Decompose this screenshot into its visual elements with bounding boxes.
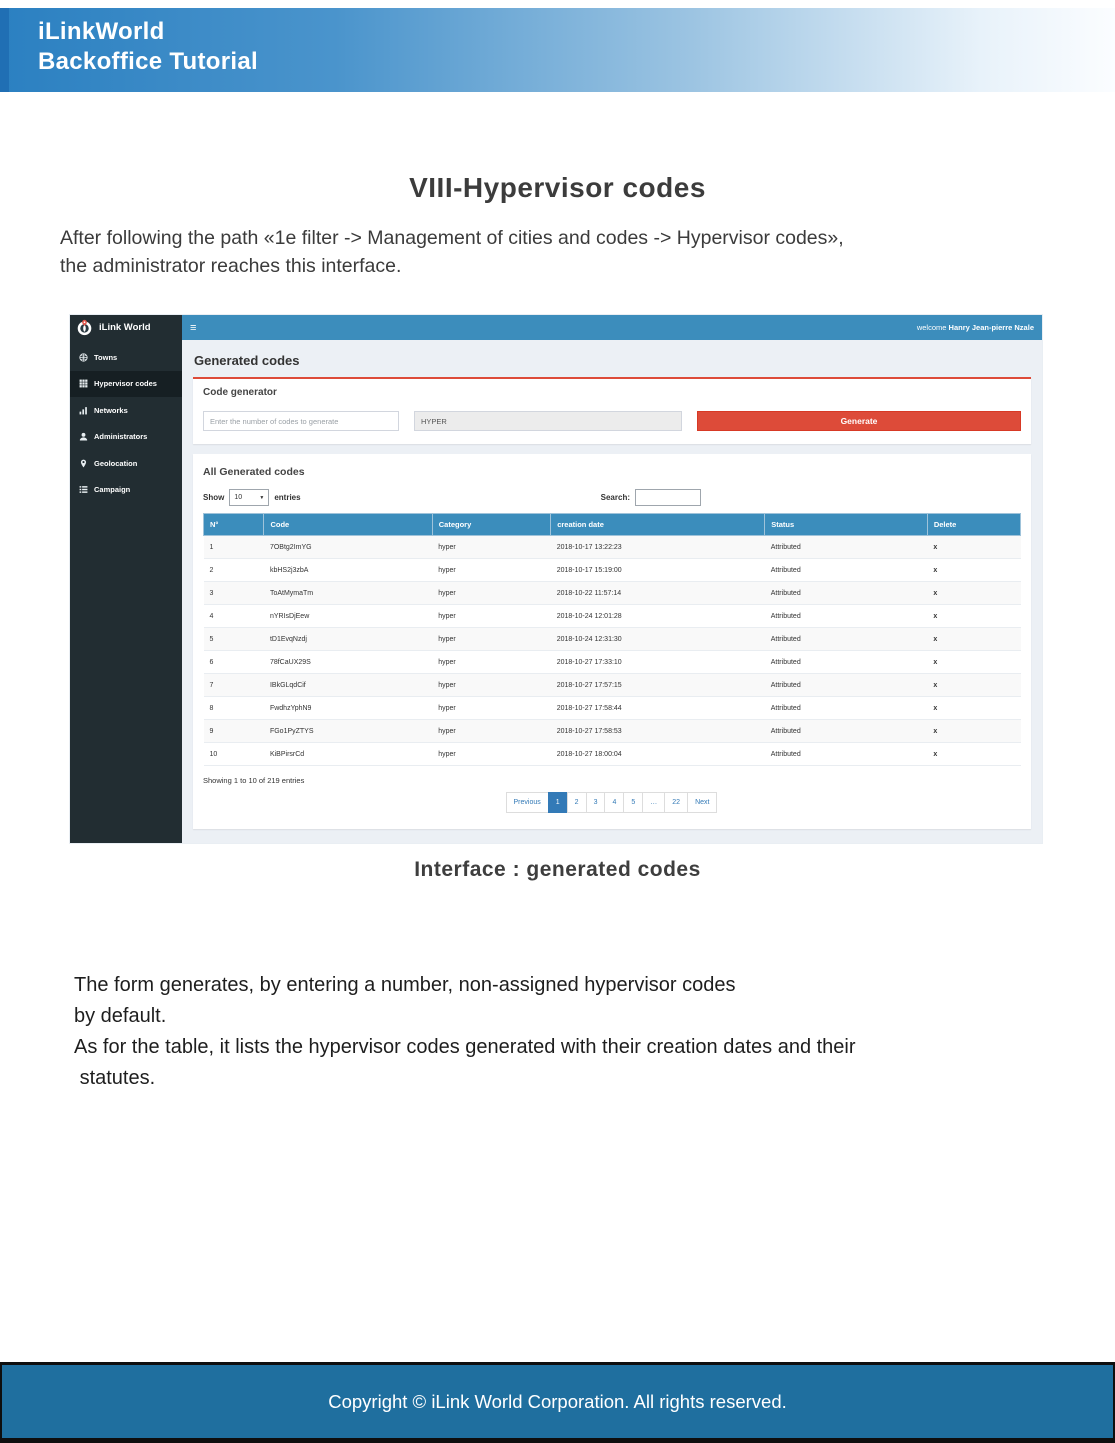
cell-status: Attributed	[765, 628, 928, 651]
backoffice-screenshot	[70, 315, 1042, 843]
body-line: statutes.	[74, 1067, 156, 1089]
cell-code: 78fCaUX29S	[264, 651, 432, 674]
page-size-value: 10	[234, 494, 243, 501]
codes-table	[203, 513, 1021, 766]
cell-status: Attributed	[765, 582, 928, 605]
cell-category: hyper	[432, 651, 550, 674]
sidebar-item-label: Campaign	[94, 485, 131, 495]
cell-code: kbHS2j3zbA	[264, 559, 432, 582]
page-button-1[interactable]: 1	[548, 792, 568, 813]
cell-date: 2018-10-24 12:31:30	[551, 628, 765, 651]
app-topbar	[70, 315, 1042, 340]
sidebar	[70, 340, 182, 843]
sidebar-item-label: Administrators	[94, 432, 148, 442]
copyright-text: Copyright © iLink World Corporation. All rights reserved.	[328, 1390, 787, 1412]
body-line: The form generates, by entering a number, non-assigned hypervisor codes	[74, 974, 736, 996]
brand-line-2: Backoffice Tutorial	[38, 48, 258, 75]
brand-line-1: iLinkWorld	[38, 18, 165, 45]
cell-category: hyper	[432, 559, 550, 582]
page-button-2[interactable]: 2	[567, 792, 587, 813]
cell-n: 8	[204, 697, 264, 720]
hamburger-menu-icon[interactable]: ≡	[190, 321, 197, 334]
sidebar-item-networks[interactable]	[70, 397, 182, 424]
cell-status: Attributed	[765, 536, 928, 559]
generate-button[interactable]: Generate	[697, 411, 1021, 431]
cell-status: Attributed	[765, 743, 928, 766]
sidebar-item-label: Networks	[94, 405, 128, 415]
cell-status: Attributed	[765, 651, 928, 674]
search-input[interactable]	[635, 489, 701, 506]
intro-paragraph	[60, 224, 1060, 280]
main-content	[182, 340, 1042, 843]
entries-label: entries	[274, 493, 301, 502]
cell-category: hyper	[432, 536, 550, 559]
cell-category: hyper	[432, 743, 550, 766]
table-row	[204, 674, 1021, 697]
cell-n: 7	[204, 674, 264, 697]
delete-x-button[interactable]: x	[927, 720, 1020, 743]
cell-category: hyper	[432, 720, 550, 743]
cell-code: KiBPirsrCd	[264, 743, 432, 766]
globe-icon	[79, 353, 88, 362]
page-button-4[interactable]: 4	[604, 792, 624, 813]
search-control	[601, 489, 701, 506]
delete-x-button[interactable]: x	[927, 559, 1020, 582]
category-field[interactable]	[414, 411, 682, 431]
delete-x-button[interactable]: x	[927, 674, 1020, 697]
cell-code: FGo1PyZTYS	[264, 720, 432, 743]
intro-line-2: the administrator reaches this interface.	[60, 255, 402, 277]
table-row	[204, 697, 1021, 720]
table-summary: Showing 1 to 10 of 219 entries	[203, 776, 305, 785]
page-button-5[interactable]: 5	[623, 792, 643, 813]
page-size-select[interactable]	[229, 489, 269, 506]
pagination	[203, 792, 1021, 813]
generated-codes-title: All Generated codes	[203, 466, 305, 478]
page-button-next[interactable]: Next	[687, 792, 717, 813]
table-row	[204, 559, 1021, 582]
cell-n: 3	[204, 582, 264, 605]
body-paragraph	[74, 970, 1064, 1094]
page-button-…[interactable]: …	[642, 792, 665, 813]
pin-icon	[79, 459, 88, 468]
table-controls	[203, 489, 1021, 506]
cell-status: Attributed	[765, 697, 928, 720]
list-icon	[79, 485, 88, 494]
cell-n: 1	[204, 536, 264, 559]
page-button-previous[interactable]: Previous	[506, 792, 549, 813]
cell-date: 2018-10-24 12:01:28	[551, 605, 765, 628]
column-header[interactable]: Code	[264, 514, 432, 536]
cell-date: 2018-10-17 15:19:00	[551, 559, 765, 582]
body-line: As for the table, it lists the hypervisor codes generated with their creation dates and their	[74, 1036, 856, 1058]
cell-code: nYRIsDjEew	[264, 605, 432, 628]
signal-icon	[79, 406, 88, 415]
sidebar-item-label: Towns	[94, 352, 118, 362]
generated-codes-panel	[193, 454, 1031, 829]
cell-category: hyper	[432, 582, 550, 605]
delete-x-button[interactable]: x	[927, 582, 1020, 605]
table-row	[204, 582, 1021, 605]
user-icon	[79, 432, 88, 441]
sidebar-item-geolocation[interactable]	[70, 450, 182, 477]
cell-code: tD1EvqNzdj	[264, 628, 432, 651]
app-logo[interactable]	[70, 315, 182, 340]
table-row	[204, 605, 1021, 628]
brand-text	[38, 17, 258, 77]
cell-status: Attributed	[765, 605, 928, 628]
code-generator-form	[193, 405, 1031, 444]
delete-x-button[interactable]: x	[927, 651, 1020, 674]
cell-n: 5	[204, 628, 264, 651]
app-logo-label: iLink World	[99, 322, 151, 333]
cell-status: Attributed	[765, 674, 928, 697]
intro-line-1: After following the path «1e filter -> Management of cities and codes -> Hypervisor codes»,	[60, 227, 844, 249]
table-row	[204, 628, 1021, 651]
show-entries-control	[203, 489, 301, 506]
table-row	[204, 743, 1021, 766]
sidebar-item-towns[interactable]	[70, 344, 182, 371]
body-line: by default.	[74, 1005, 167, 1027]
content-heading: Generated codes	[194, 353, 300, 368]
cell-n: 2	[204, 559, 264, 582]
figure-caption: Interface : generated codes	[414, 858, 701, 881]
cell-status: Attributed	[765, 559, 928, 582]
table-row	[204, 536, 1021, 559]
cell-code: FwdhzYphN9	[264, 697, 432, 720]
page-button-3[interactable]: 3	[586, 792, 606, 813]
delete-x-button[interactable]: x	[927, 697, 1020, 720]
cell-code: IBkGLqdCif	[264, 674, 432, 697]
app-body	[70, 340, 1042, 843]
delete-x-button[interactable]: x	[927, 605, 1020, 628]
cell-category: hyper	[432, 605, 550, 628]
code-generator-title: Code generator	[203, 387, 277, 398]
show-label: Show	[203, 493, 225, 502]
column-header[interactable]: Status	[765, 514, 928, 536]
cell-n: 10	[204, 743, 264, 766]
cell-date: 2018-10-17 13:22:23	[551, 536, 765, 559]
column-header[interactable]: Delete	[927, 514, 1020, 536]
delete-x-button[interactable]: x	[927, 536, 1020, 559]
welcome-prefix: welcome	[916, 323, 947, 332]
code-generator-panel	[193, 377, 1031, 444]
document-header-band	[0, 8, 1115, 92]
column-header[interactable]: creation date	[551, 514, 765, 536]
cell-n: 6	[204, 651, 264, 674]
app-navbar	[182, 315, 1042, 340]
table-header-row	[204, 514, 1021, 536]
delete-x-button[interactable]: x	[927, 628, 1020, 651]
cell-category: hyper	[432, 628, 550, 651]
sidebar-item-label: Hypervisor codes	[94, 379, 157, 389]
cell-date: 2018-10-22 11:57:14	[551, 582, 765, 605]
document-footer	[0, 1362, 1115, 1443]
table-icon	[79, 379, 88, 388]
cell-date: 2018-10-27 18:00:04	[551, 743, 765, 766]
cell-date: 2018-10-27 17:58:53	[551, 720, 765, 743]
sidebar-item-administrators[interactable]	[70, 424, 182, 451]
cell-n: 9	[204, 720, 264, 743]
table-row	[204, 651, 1021, 674]
welcome-user-name: Hanry Jean-pierre Nzale	[948, 323, 1034, 332]
cell-date: 2018-10-27 17:57:15	[551, 674, 765, 697]
table-row	[204, 720, 1021, 743]
codes-number-input[interactable]	[203, 411, 399, 431]
search-label: Search:	[600, 493, 630, 502]
cell-code: ToAtMymaTm	[264, 582, 432, 605]
ilink-world-logo-icon	[76, 319, 93, 336]
cell-category: hyper	[432, 697, 550, 720]
sidebar-item-label: Geolocation	[94, 458, 138, 468]
cell-date: 2018-10-27 17:33:10	[551, 651, 765, 674]
chevron-down-icon: ▼	[259, 494, 265, 501]
sidebar-item-campaign[interactable]	[70, 477, 182, 504]
page-title: VIII-Hypervisor codes	[409, 172, 706, 203]
column-header[interactable]: N°	[204, 514, 264, 536]
cell-code: 7OBtg2ImYG	[264, 536, 432, 559]
welcome-message	[917, 323, 1034, 332]
column-header[interactable]: Category	[432, 514, 550, 536]
cell-n: 4	[204, 605, 264, 628]
delete-x-button[interactable]: x	[927, 743, 1020, 766]
page-button-22[interactable]: 22	[664, 792, 688, 813]
cell-status: Attributed	[765, 720, 928, 743]
cell-category: hyper	[432, 674, 550, 697]
cell-date: 2018-10-27 17:58:44	[551, 697, 765, 720]
sidebar-item-hypervisor-codes[interactable]	[70, 371, 182, 398]
